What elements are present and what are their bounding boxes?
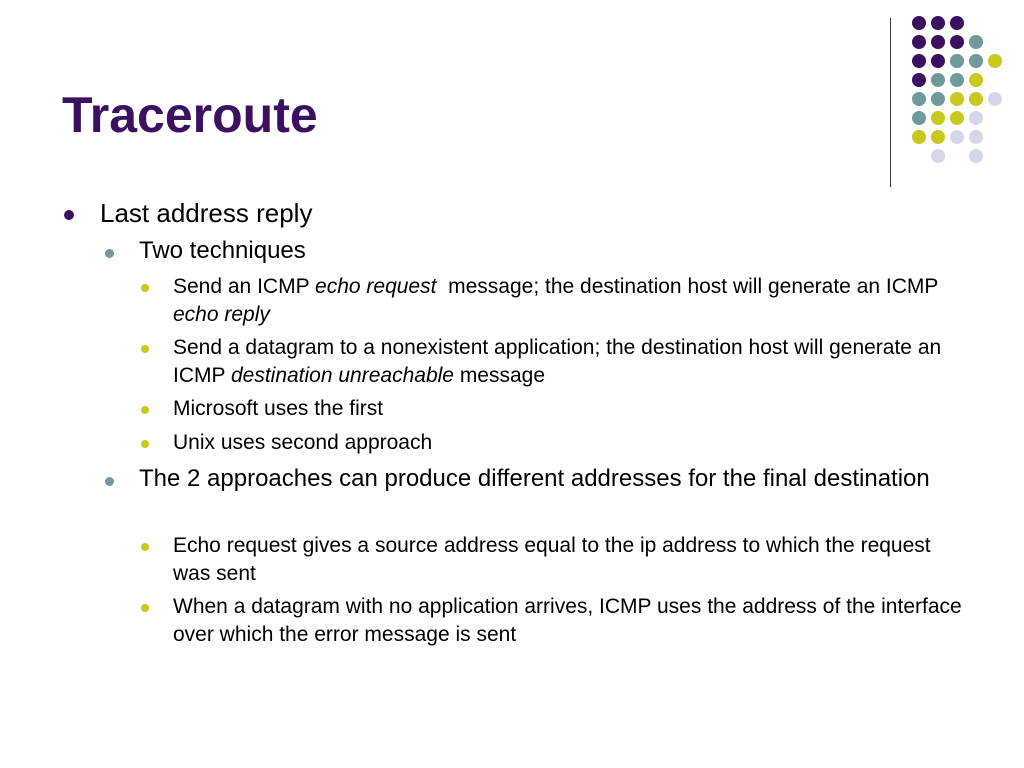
bullet-icon — [105, 477, 114, 486]
bullet-text: Last address reply — [100, 198, 313, 228]
decorative-dot — [950, 111, 964, 125]
decorative-dot — [969, 35, 983, 49]
bullet-icon — [141, 406, 149, 414]
decorative-dot — [969, 130, 983, 144]
decorative-dot — [912, 16, 926, 30]
text-segment: message; the destination host will generate an ICMP — [436, 275, 944, 298]
bullet-text: Two techniques — [139, 237, 306, 264]
bullet-icon — [141, 440, 149, 448]
bullet-icon — [105, 249, 114, 258]
bullet-text: Echo request gives a source address equal to the ip address to which the request was sent — [173, 534, 931, 585]
decorative-dot — [931, 73, 945, 87]
bullet-echo-request — [173, 532, 973, 588]
decorative-dot — [988, 54, 1002, 68]
bullet-unix — [173, 429, 943, 457]
decorative-dot — [950, 54, 964, 68]
decorative-dot — [950, 92, 964, 106]
decorative-dot-grid — [0, 0, 1024, 200]
decorative-dot — [969, 111, 983, 125]
emphasis-text: destination unreachable — [230, 364, 454, 387]
bullet-two-approaches — [139, 464, 959, 494]
decorative-dot — [988, 92, 1002, 106]
decorative-dot — [912, 130, 926, 144]
bullet-text: Unix uses second approach — [173, 431, 433, 454]
bullet-two-techniques — [139, 236, 979, 266]
bullet-text: The 2 approaches can produce different addresses for the final destination — [139, 465, 930, 492]
bullet-icon — [141, 284, 149, 292]
decorative-dot — [950, 73, 964, 87]
text-segment: Send a datagram to a nonexistent application; the destination host will generate an ICMP — [173, 336, 942, 387]
text-segment: message — [453, 364, 546, 387]
bullet-microsoft — [173, 395, 943, 423]
bullet-icon — [141, 345, 149, 353]
decorative-dot — [931, 54, 945, 68]
decorative-dot — [931, 92, 945, 106]
emphasis-text: echo request — [315, 275, 437, 298]
bullet-text — [173, 334, 943, 390]
bullet-text — [173, 273, 943, 329]
bullet-send-icmp-echo — [173, 273, 943, 329]
slide-title: Traceroute — [62, 87, 318, 143]
decorative-dot — [931, 149, 945, 163]
bullet-icon — [141, 543, 149, 551]
decorative-dot — [912, 92, 926, 106]
decorative-dot — [931, 35, 945, 49]
bullet-datagram-no-app — [173, 593, 973, 649]
decorative-dot — [931, 16, 945, 30]
bullet-icon — [64, 210, 74, 220]
decorative-dot — [950, 16, 964, 30]
decorative-dot — [950, 35, 964, 49]
decorative-dot — [969, 149, 983, 163]
decorative-dot — [931, 111, 945, 125]
decorative-dot — [931, 130, 945, 144]
bullet-last-address-reply — [100, 198, 980, 228]
emphasis-text: echo reply — [173, 303, 270, 326]
decorative-dot — [969, 54, 983, 68]
decorative-dot — [969, 92, 983, 106]
bullet-icon — [141, 604, 149, 612]
bullet-text: When a datagram with no application arrives, ICMP uses the address of the interface over which the error message is sent — [173, 595, 962, 646]
decorative-dot — [969, 73, 983, 87]
decorative-dot — [912, 111, 926, 125]
bullet-send-datagram — [173, 334, 943, 390]
decorative-dot — [950, 130, 964, 144]
decorative-dot — [912, 73, 926, 87]
decorative-dot — [912, 35, 926, 49]
text-segment: Send an ICMP — [173, 275, 316, 298]
decorative-dot — [912, 54, 926, 68]
bullet-text: Microsoft uses the first — [173, 397, 384, 420]
